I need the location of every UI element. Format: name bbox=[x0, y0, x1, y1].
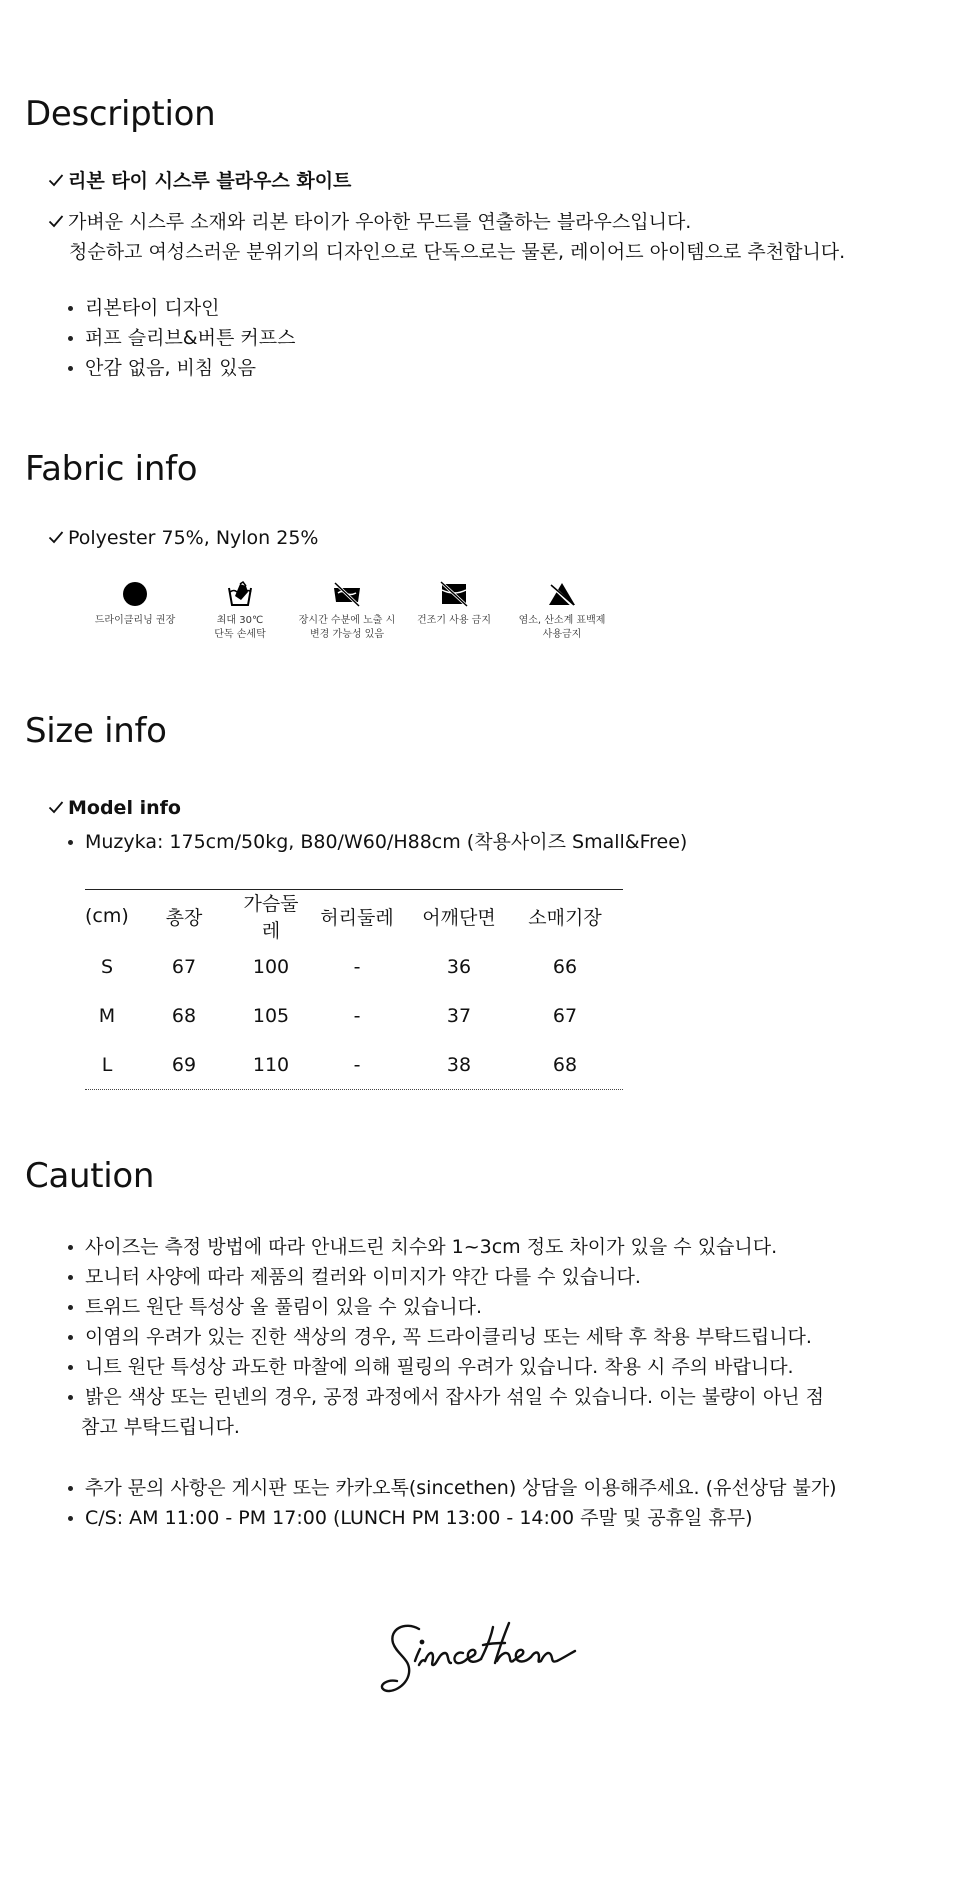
table-row bbox=[85, 991, 623, 1040]
list-item: 안감 없음, 비침 있음 bbox=[67, 353, 295, 383]
table-cell: - bbox=[353, 955, 361, 978]
dry-clean-icon bbox=[121, 580, 149, 608]
list-item: 사이즈는 측정 방법에 따라 안내드린 치수와 1~3cm 정도 차이가 있을 수 있습니다. bbox=[67, 1232, 824, 1262]
intro-text-2: 청순하고 여성스러운 분위기의 디자인으로 단독으로는 물론, 레이어드 아이템으로 추천합니다. bbox=[69, 241, 846, 263]
table-header: 총장 bbox=[165, 906, 203, 929]
table-cell: 69 bbox=[171, 1053, 197, 1076]
sincethen-signature-logo bbox=[375, 1615, 585, 1705]
intro-text-1: 가벼운 시스루 소재와 리본 타이가 우아한 무드를 연출하는 블라우스입니다. bbox=[68, 211, 692, 233]
table-cell: 67 bbox=[171, 955, 197, 978]
care-item bbox=[507, 580, 617, 642]
table-cell: 66 bbox=[552, 955, 578, 978]
size-title: Size info bbox=[25, 711, 167, 751]
caution-list bbox=[67, 1232, 824, 1442]
list-item: 리본타이 디자인 bbox=[67, 293, 295, 323]
list-item: 트위드 원단 특성상 올 풀림이 있을 수 있습니다. bbox=[67, 1292, 824, 1322]
feature-list bbox=[67, 293, 295, 383]
intro-line bbox=[48, 207, 691, 237]
no-soak-icon bbox=[332, 580, 362, 608]
no-bleach-icon bbox=[547, 580, 577, 608]
table-header: 어깨단면 bbox=[422, 906, 496, 929]
table-row bbox=[85, 942, 623, 991]
table-header: (cm) bbox=[85, 905, 129, 927]
table-cell: 37 bbox=[446, 1004, 472, 1027]
model-info-line bbox=[48, 793, 181, 823]
contact-list bbox=[67, 1473, 837, 1533]
product-name: 리본 타이 시스루 블라우스 화이트 bbox=[68, 170, 352, 192]
table-cell: 110 bbox=[252, 1053, 290, 1076]
description-title: Description bbox=[25, 94, 216, 134]
table-cell: S bbox=[100, 955, 114, 978]
table-cell: 105 bbox=[252, 1004, 290, 1027]
care-label: 최대 30℃ 단독 손세탁 bbox=[214, 615, 266, 640]
list-item: 모니터 사양에 따라 제품의 컬러와 이미지가 약간 다를 수 있습니다. bbox=[67, 1262, 824, 1292]
care-label: 염소, 산소계 표백제 사용금지 bbox=[518, 615, 606, 640]
care-item bbox=[399, 580, 509, 628]
list-item: 추가 문의 사항은 게시판 또는 카카오톡(sincethen) 상담을 이용해주세요. (유선상담 불가) bbox=[67, 1473, 837, 1503]
table-cell: 67 bbox=[552, 1004, 578, 1027]
table-cell: - bbox=[353, 1053, 361, 1076]
check-icon bbox=[48, 172, 64, 188]
table-cell: 100 bbox=[252, 955, 290, 978]
hand-wash-icon bbox=[226, 580, 254, 608]
care-instructions bbox=[80, 580, 640, 660]
table-cell: 68 bbox=[552, 1053, 578, 1076]
table-cell: M bbox=[98, 1004, 116, 1027]
table-cell: L bbox=[101, 1053, 113, 1076]
fabric-title: Fabric info bbox=[25, 449, 198, 489]
table-header-row bbox=[85, 890, 623, 942]
check-icon bbox=[48, 213, 64, 229]
list-item: C/S: AM 11:00 - PM 17:00 (LUNCH PM 13:00 - 14:00 주말 및 공휴일 휴무) bbox=[67, 1503, 837, 1533]
list-item: 퍼프 슬리브&버튼 커프스 bbox=[67, 323, 295, 353]
table-row bbox=[85, 1040, 623, 1089]
list-item: 니트 원단 특성상 과도한 마찰에 의해 필링의 우려가 있습니다. 착용 시 주의 바랍니다. bbox=[67, 1352, 824, 1382]
list-item: Muzyka: 175cm/50kg, B80/W60/H88cm (착용사이즈 Small&Free) bbox=[67, 827, 687, 857]
caution-note-line1: 밝은 색상 또는 린넨의 경우, 공정 과정에서 잡사가 섞일 수 있습니다. 이는 불량이 아닌 점 bbox=[85, 1386, 825, 1408]
care-item bbox=[185, 580, 295, 642]
care-label: 장시간 수분에 노출 시 변경 가능성 있음 bbox=[298, 615, 396, 640]
care-item bbox=[80, 580, 190, 628]
product-name-line bbox=[48, 166, 351, 196]
fabric-composition-line bbox=[48, 523, 319, 553]
table-cell: 68 bbox=[171, 1004, 197, 1027]
caution-title: Caution bbox=[25, 1156, 155, 1196]
care-label: 건조기 사용 금지 bbox=[417, 615, 491, 626]
model-info-heading: Model info bbox=[68, 797, 181, 819]
care-label: 드라이클리닝 권장 bbox=[94, 615, 176, 626]
list-item bbox=[67, 1382, 824, 1442]
table-header: 가슴둘레 bbox=[243, 893, 299, 942]
check-icon bbox=[48, 529, 64, 545]
table-cell: 36 bbox=[446, 955, 472, 978]
size-table bbox=[85, 889, 623, 1090]
fabric-composition: Polyester 75%, Nylon 25% bbox=[68, 527, 319, 549]
care-item bbox=[292, 580, 402, 642]
model-info-list bbox=[67, 827, 687, 857]
caution-note-line2: 참고 부탁드립니다. bbox=[81, 1416, 240, 1438]
table-cell: - bbox=[353, 1004, 361, 1027]
table-cell: 38 bbox=[446, 1053, 472, 1076]
no-tumble-dry-icon bbox=[439, 580, 469, 608]
table-header: 소매기장 bbox=[528, 906, 602, 929]
table-header: 허리둘레 bbox=[320, 906, 394, 929]
check-icon bbox=[48, 799, 64, 815]
list-item: 이염의 우려가 있는 진한 색상의 경우, 꼭 드라이클리닝 또는 세탁 후 착용 부탁드립니다. bbox=[67, 1322, 824, 1352]
